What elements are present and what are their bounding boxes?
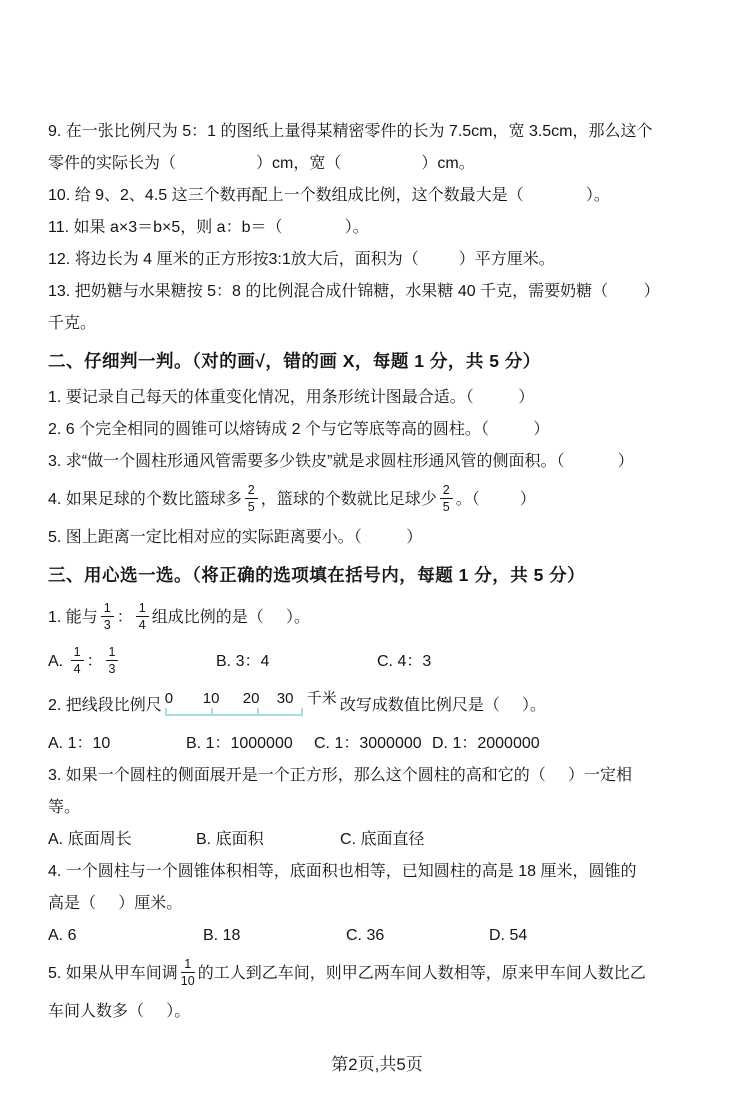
fraction: $\frac{1}{4}$ — [136, 601, 149, 633]
fraction: $\frac{2}{5}$ — [440, 483, 453, 515]
choice-1-text-post: 组成比例的是（ ）。 — [151, 609, 310, 626]
option-a: A. 1：10 — [48, 735, 111, 752]
question-13-line-2: 千克。 — [48, 315, 97, 332]
ruler-line — [165, 708, 303, 716]
choice-question-4-line-1: 4. 一个圆柱与一个圆锥体积相等，底面积也相等，已知圆柱的高是 18 厘米，圆锥的 — [48, 863, 637, 880]
ruler-unit: 千米 — [306, 690, 337, 708]
judge-question-3: 3. 求“做一个圆柱形通风管需要多少铁皮”就是求圆柱形通风管的侧面积。（ ） — [48, 453, 634, 470]
choice-question-3-options — [48, 824, 714, 856]
option-d: D. 1：2000000 — [432, 735, 540, 752]
option-b: B. 18 — [203, 927, 241, 944]
question-12: 12. 将边长为 4 厘米的正方形按3:1放大后，面积为（ ）平方厘米。 — [48, 251, 555, 268]
question-9-line-2: 零件的实际长为（ ）cm，宽（ ）cm。 — [48, 155, 475, 172]
ratio-colon: ： — [116, 609, 133, 626]
option-a: A. 6 — [48, 927, 77, 944]
fraction: $\frac{1}{4}$ — [71, 645, 84, 677]
choice-question-2-options — [48, 728, 714, 760]
choice-2-text-post: 改写成数值比例尺是（ ）。 — [339, 697, 547, 714]
question-10: 10. 给 9、2、4.5 这三个数再配上一个数组成比例，这个数最大是（ ）。 — [48, 187, 610, 204]
fraction: $\frac{1}{10}$ — [180, 956, 195, 989]
choice-question-5-line-1 — [48, 952, 714, 996]
option-c: C. 1：3000000 — [314, 735, 422, 752]
ruler-labels: 0 10 20 30 千米 — [164, 690, 337, 708]
option-d: D. 54 — [489, 927, 528, 944]
option-b: B. 1：1000000 — [186, 735, 293, 752]
option-c: C. 底面直径 — [340, 831, 425, 848]
judge-4-text-pre: 4. 如果足球的个数比篮球多 — [48, 491, 242, 508]
question-9-line-1: 9. 在一张比例尺为 5：1 的图纸上量得某精密零件的长为 7.5cm，宽 3.5cm，那么这个 — [48, 123, 653, 140]
option-c: C. 4：3 — [377, 653, 432, 670]
option-a: A. $\frac{1}{4}$ ： $\frac{1}{3}$ — [48, 640, 216, 684]
option-c: C. 36 — [346, 927, 385, 944]
judge-question-1: 1. 要记录自己每天的体重变化情况，用条形统计图最合适。（ ） — [48, 389, 535, 406]
choice-5-text-pre: 5. 如果从甲车间调 — [48, 965, 178, 982]
ratio-colon: ： — [86, 653, 103, 670]
fraction: $\frac{1}{3}$ — [106, 645, 119, 677]
section-3-heading: 三、用心选一选。（将正确的选项填在括号内，每题 1 分，共 5 分） — [48, 565, 586, 585]
judge-4-text-mid: ，篮球的个数就比足球少 — [260, 491, 437, 508]
choice-2-text-pre: 2. 把线段比例尺 — [48, 697, 162, 714]
choice-1-text-pre: 1. 能与 — [48, 609, 98, 626]
choice-question-5-line-2: 车间人数多（ ）。 — [48, 1003, 191, 1020]
option-a: A. 底面周长 — [48, 831, 132, 848]
judge-question-5: 5. 图上距离一定比相对应的实际距离要小。（ ） — [48, 529, 423, 546]
choice-question-4-line-2: 高是（ ）厘米。 — [48, 895, 183, 912]
choice-question-1-options — [48, 640, 714, 684]
option-b: B. 底面积 — [196, 831, 264, 848]
choice-question-3-line-1: 3. 如果一个圆柱的侧面展开是一个正方形，那么这个圆柱的高和它的（ ）一定相 — [48, 767, 633, 784]
judge-4-text-post: 。（ ） — [455, 491, 536, 508]
choice-5-text-mid: 的工人到乙车间，则甲乙两车间人数相等，原来甲车间人数比乙 — [197, 965, 646, 982]
page-number-footer: 第2页,共5页 — [331, 1055, 423, 1074]
question-13-line-1: 13. 把奶糖与水果糖按 5：8 的比例混合成什锦糖，水果糖 40 千克，需要奶糖（ ） — [48, 283, 660, 300]
choice-question-1-stem — [48, 596, 714, 640]
choice-question-2-stem — [48, 684, 714, 728]
choice-question-3-line-2: 等。 — [48, 799, 81, 816]
judge-question-4 — [48, 478, 714, 522]
fraction: $\frac{2}{5}$ — [245, 483, 258, 515]
judge-question-2: 2. 6 个完全相同的圆锥可以熔铸成 2 个与它等底等高的圆柱。（ ） — [48, 421, 550, 438]
section-2-heading: 二、仔细判一判。（对的画√，错的画 X，每题 1 分，共 5 分） — [48, 351, 541, 371]
segment-scale-ruler — [165, 689, 337, 716]
option-b: B. 3：4 — [216, 653, 270, 670]
question-11: 11. 如果 a×3＝b×5，则 a：b＝（ ）。 — [48, 219, 369, 236]
fraction: $\frac{1}{3}$ — [101, 601, 114, 633]
choice-question-4-options — [48, 920, 714, 952]
